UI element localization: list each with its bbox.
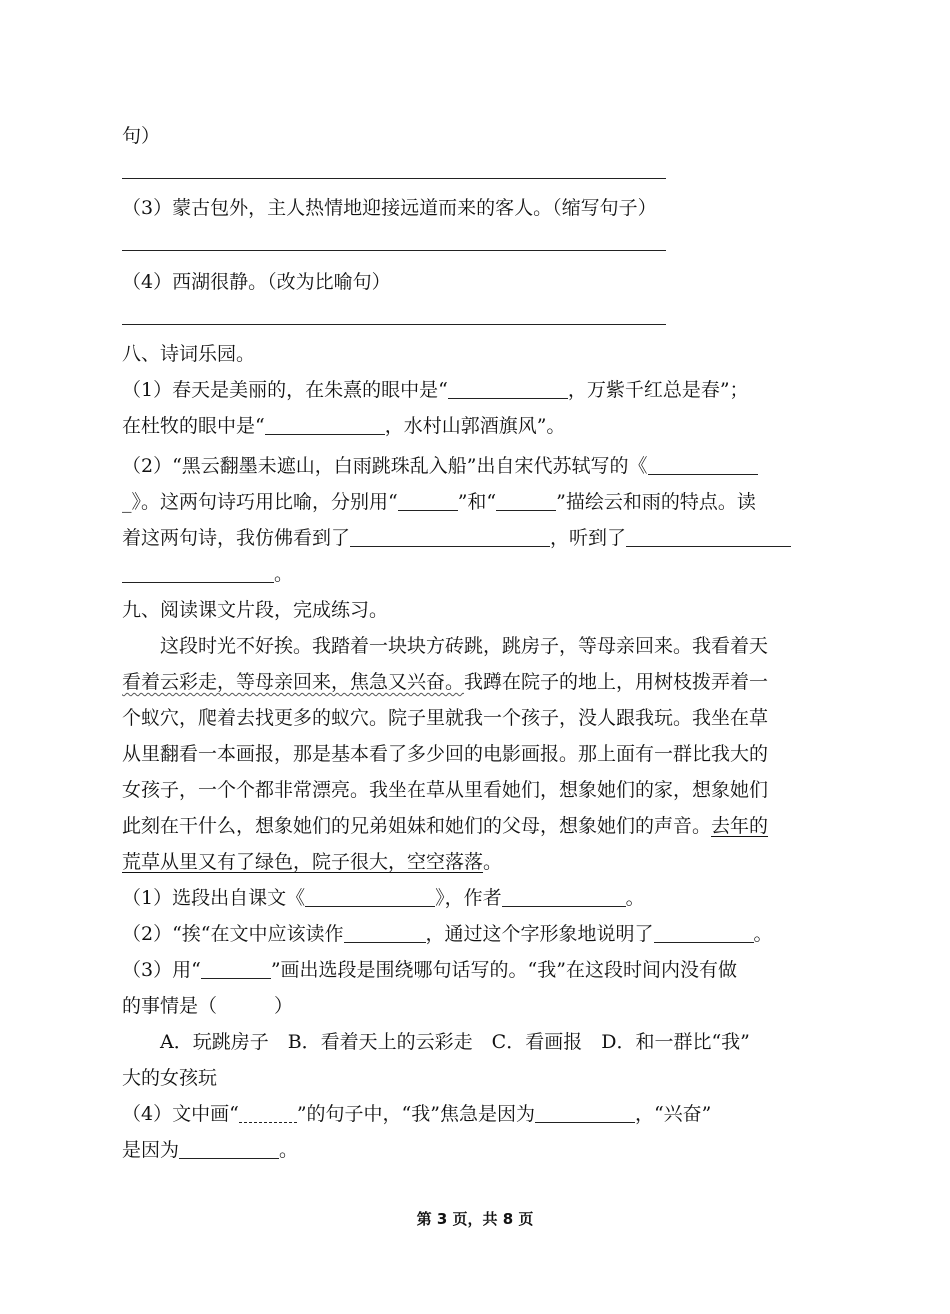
q7-continued-text: 句） bbox=[122, 125, 161, 147]
fill-blank[interactable] bbox=[344, 922, 426, 943]
answer-line[interactable] bbox=[122, 250, 666, 251]
q8-text: ”描绘云和雨的特点。读 bbox=[556, 491, 756, 513]
q8-text: ，水村山郭酒旗风”。 bbox=[384, 415, 566, 437]
q7-item4: （4）西湖很静。（改为比喻句） bbox=[122, 271, 391, 293]
fill-blank[interactable] bbox=[654, 922, 754, 943]
underlined-sentence: 去年的 bbox=[711, 815, 769, 837]
q8-text: 在杜牧的眼中是“ bbox=[122, 415, 265, 437]
q9-text: （3）用“ bbox=[122, 959, 201, 981]
q9-text: 。 bbox=[279, 1139, 299, 1161]
q7-item3: （3）蒙古包外，主人热情地迎接远道而来的客人。（缩写句子） bbox=[122, 197, 657, 219]
page-footer: 第 3 页，共 8 页 bbox=[416, 1210, 534, 1228]
q9-options-line: 大的女孩玩 bbox=[122, 1067, 218, 1089]
fill-blank[interactable] bbox=[350, 526, 550, 547]
fill-blank[interactable] bbox=[535, 1102, 635, 1123]
q8-item1-line1 bbox=[122, 378, 832, 402]
q9-text: ”的句子中，“我”焦急是因为 bbox=[296, 1103, 535, 1125]
wavy-line-marker bbox=[239, 1102, 297, 1123]
fill-blank[interactable] bbox=[502, 886, 626, 907]
q8-item2-line3 bbox=[122, 526, 832, 550]
q8-item2-line4 bbox=[122, 562, 832, 586]
q8-text: 着这两句诗，我仿佛看到了 bbox=[122, 527, 351, 549]
q9-text: （1）选段出自课文《 bbox=[122, 887, 306, 909]
fill-blank[interactable] bbox=[648, 454, 758, 475]
underlined-sentence: 荒草从里又有了绿色，院子很大，空空落落 bbox=[122, 851, 484, 873]
passage-line bbox=[122, 670, 832, 694]
passage-text: 。 bbox=[483, 851, 503, 873]
passage-line: 女孩子，一个个都非常漂亮。我坐在草从里看她们，想象她们的家，想象她们 bbox=[122, 779, 769, 801]
passage-line bbox=[122, 814, 832, 838]
passage-line: 从里翻看一本画报，那是基本看了多少回的电影画报。那上面有一群比我大的 bbox=[122, 743, 769, 765]
q8-title: 八、诗词乐园。 bbox=[122, 343, 256, 365]
q8-text: （1）春天是美丽的，在朱熹的眼中是“ bbox=[122, 379, 448, 401]
fill-blank[interactable] bbox=[305, 886, 435, 907]
q8-text: _》。这两句诗巧用比喻，分别用“ bbox=[122, 491, 398, 513]
passage-line: 个蚁穴，爬着去找更多的蚁穴。院子里就我一个孩子，没人跟我玩。我坐在草 bbox=[122, 707, 769, 729]
fill-blank[interactable] bbox=[398, 490, 458, 511]
passage-line bbox=[122, 850, 832, 874]
q9-item3-line1 bbox=[122, 958, 832, 982]
q9-text: （4）文中画“ bbox=[122, 1103, 239, 1125]
answer-line[interactable] bbox=[122, 324, 666, 325]
fill-blank[interactable] bbox=[496, 490, 556, 511]
q8-item1-line2 bbox=[122, 414, 832, 438]
q8-item2-line2 bbox=[122, 490, 832, 514]
q9-options-line: A．玩跳房子 B．看着天上的云彩走 C．看画报 D．和一群比“我” bbox=[160, 1031, 750, 1053]
q9-text: 是因为 bbox=[122, 1139, 180, 1161]
q9-text: ，“兴奋” bbox=[634, 1103, 712, 1125]
q9-title: 九、阅读课文片段，完成练习。 bbox=[122, 599, 389, 621]
q9-item2 bbox=[122, 922, 832, 946]
q8-text: ”和“ bbox=[457, 491, 497, 513]
passage-text: 我蹲在院子的地上，用树枝拨弄着一 bbox=[464, 671, 769, 693]
q9-item1 bbox=[122, 886, 832, 910]
q9-text: ”画出选段是围绕哪句话写的。“我”在这段时间内没有做 bbox=[270, 959, 737, 981]
answer-line[interactable] bbox=[122, 178, 666, 179]
q9-text: （2）“挨“在文中应该读作 bbox=[122, 923, 344, 945]
fill-blank[interactable] bbox=[201, 958, 271, 979]
q8-text: ，听到了 bbox=[550, 527, 627, 549]
q9-item3-line2: 的事情是（ ） bbox=[122, 995, 294, 1017]
q9-item4-line2 bbox=[122, 1138, 832, 1162]
q8-text: 。 bbox=[274, 563, 294, 585]
passage-line: 这段时光不好挨。我踏着一块块方砖跳，跳房子，等母亲回来。我看着天 bbox=[160, 635, 769, 657]
q9-text: 》，作者 bbox=[435, 887, 502, 909]
q9-text: ，通过这个字形象地说明了 bbox=[425, 923, 654, 945]
q9-item4-line1 bbox=[122, 1102, 832, 1126]
q8-item2-line1 bbox=[122, 454, 832, 478]
q8-text: （2）“黑云翻墨未遮山，白雨跳珠乱入船”出自宋代苏轼写的《 bbox=[122, 455, 648, 477]
q9-text: 。 bbox=[753, 923, 773, 945]
fill-blank[interactable] bbox=[179, 1138, 279, 1159]
fill-blank[interactable] bbox=[626, 526, 791, 547]
fill-blank[interactable] bbox=[265, 414, 385, 435]
q8-text: ，万紫千红总是春”； bbox=[567, 379, 749, 401]
wavy-underlined-sentence: 看着云彩走，等母亲回来，焦急又兴奋。 bbox=[122, 671, 465, 693]
fill-blank[interactable] bbox=[122, 562, 274, 583]
passage-text: 此刻在干什么，想象她们的兄弟姐妹和她们的父母，想象她们的声音。 bbox=[122, 815, 712, 837]
q9-text: 。 bbox=[625, 887, 645, 909]
fill-blank[interactable] bbox=[448, 378, 568, 399]
